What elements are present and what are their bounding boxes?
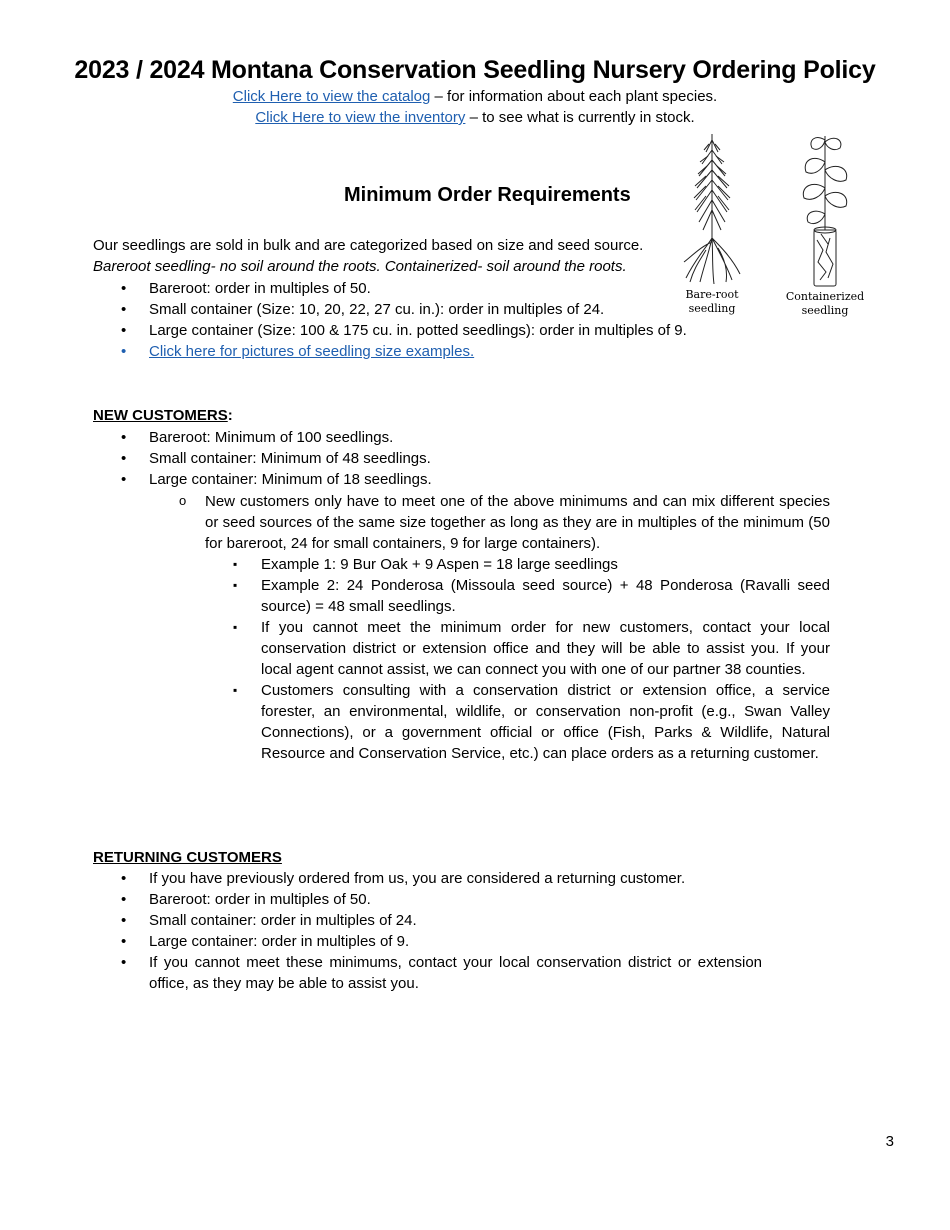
new-customers-examples-list	[233, 554, 830, 764]
seedling-definition: Bareroot seedling- no soil around the roots. Containerized- soil around the roots.	[93, 258, 627, 275]
new-customers-colon: :	[227, 407, 233, 424]
list-item: • Large container (Size: 100 & 175 cu. in. potted seedlings): order in multiples of 9.	[93, 320, 773, 341]
list-item: ▪ If you cannot meet the minimum order for new customers, contact your local conservation district or extension office and they will be able to assist you. If your local agent cannot assist, we can connect you with one of our partner 38 counties.	[233, 617, 830, 680]
minimum-order-heading: Minimum Order Requirements	[344, 184, 631, 206]
catalog-line	[0, 88, 950, 105]
bareroot-caption-line2: seedling	[688, 302, 736, 315]
pictures-list-item	[93, 341, 773, 362]
inventory-link[interactable]: Click Here to view the inventory	[255, 109, 466, 126]
list-item: • Large container: Minimum of 18 seedlings.	[93, 469, 773, 490]
list-item: • Small container: order in multiples of 24.	[93, 910, 762, 931]
list-item: • Bareroot: order in multiples of 50.	[93, 889, 762, 910]
inventory-description: – to see what is currently in stock.	[465, 109, 695, 126]
list-item: ▪ Example 2: 24 Ponderosa (Missoula seed source) + 48 Ponderosa (Ravalli seed source) = 48 small seedlings.	[233, 575, 830, 617]
container-caption-line2: seedling	[801, 304, 849, 317]
new-customers-heading-text: NEW CUSTOMERS	[93, 407, 228, 424]
bareroot-caption-line1: Bare-root	[685, 288, 739, 301]
new-customers-bullet-list	[93, 427, 773, 490]
minimum-bullet-list	[93, 278, 773, 362]
page-title: 2023 / 2024 Montana Conservation Seedling Nursery Ordering Policy	[74, 56, 876, 84]
list-item: o New customers only have to meet one of the above minimums and can mix different species or seed sources of the same size together as long as they are in multiples of the minimum (50 for bareroot, 24 for small containers, 9 for large containers).	[177, 491, 830, 554]
list-item: • Small container (Size: 10, 20, 22, 27 cu. in.): order in multiples of 24.	[93, 299, 773, 320]
new-customers-heading	[93, 405, 233, 426]
seedling-pictures-link[interactable]: Click here for pictures of seedling size examples.	[149, 343, 475, 360]
catalog-link[interactable]: Click Here to view the catalog	[232, 88, 431, 105]
returning-customers-bullet-list	[93, 868, 762, 994]
minimum-intro: Our seedlings are sold in bulk and are categorized based on size and seed source.	[93, 237, 644, 254]
list-item: • Bareroot: Minimum of 100 seedlings.	[93, 427, 773, 448]
returning-customers-heading: RETURNING CUSTOMERS	[93, 849, 282, 866]
page-number: 3	[885, 1133, 894, 1150]
new-customers-sub-list	[177, 491, 830, 554]
list-item: • If you cannot meet these minimums, contact your local conservation district or extension office, as they may be able to assist you.	[93, 952, 762, 994]
list-item: ▪ Example 1: 9 Bur Oak + 9 Aspen = 18 large seedlings	[233, 554, 830, 575]
container-caption-line1: Containerized	[785, 290, 865, 303]
catalog-description: – for information about each plant species.	[430, 88, 718, 105]
list-item: ▪ Customers consulting with a conservation district or extension office, a service forester, an environmental, wildlife, or conservation non-profit (e.g., Swan Valley Connections), or a government official or office (Fish, Parks & Wildlife, Natural Resource and Conservation Service, etc.) can place orders as a returning customer.	[233, 680, 830, 764]
inventory-line	[0, 109, 950, 126]
containerized-seedling-drawing	[790, 130, 860, 290]
list-item: • Small container: Minimum of 48 seedlings.	[93, 448, 773, 469]
list-item: • Bareroot: order in multiples of 50.	[93, 278, 773, 299]
list-item: • Large container: order in multiples of 9.	[93, 931, 762, 952]
containerized-illustration	[785, 130, 865, 320]
list-item: • If you have previously ordered from us, you are considered a returning customer.	[93, 868, 762, 889]
